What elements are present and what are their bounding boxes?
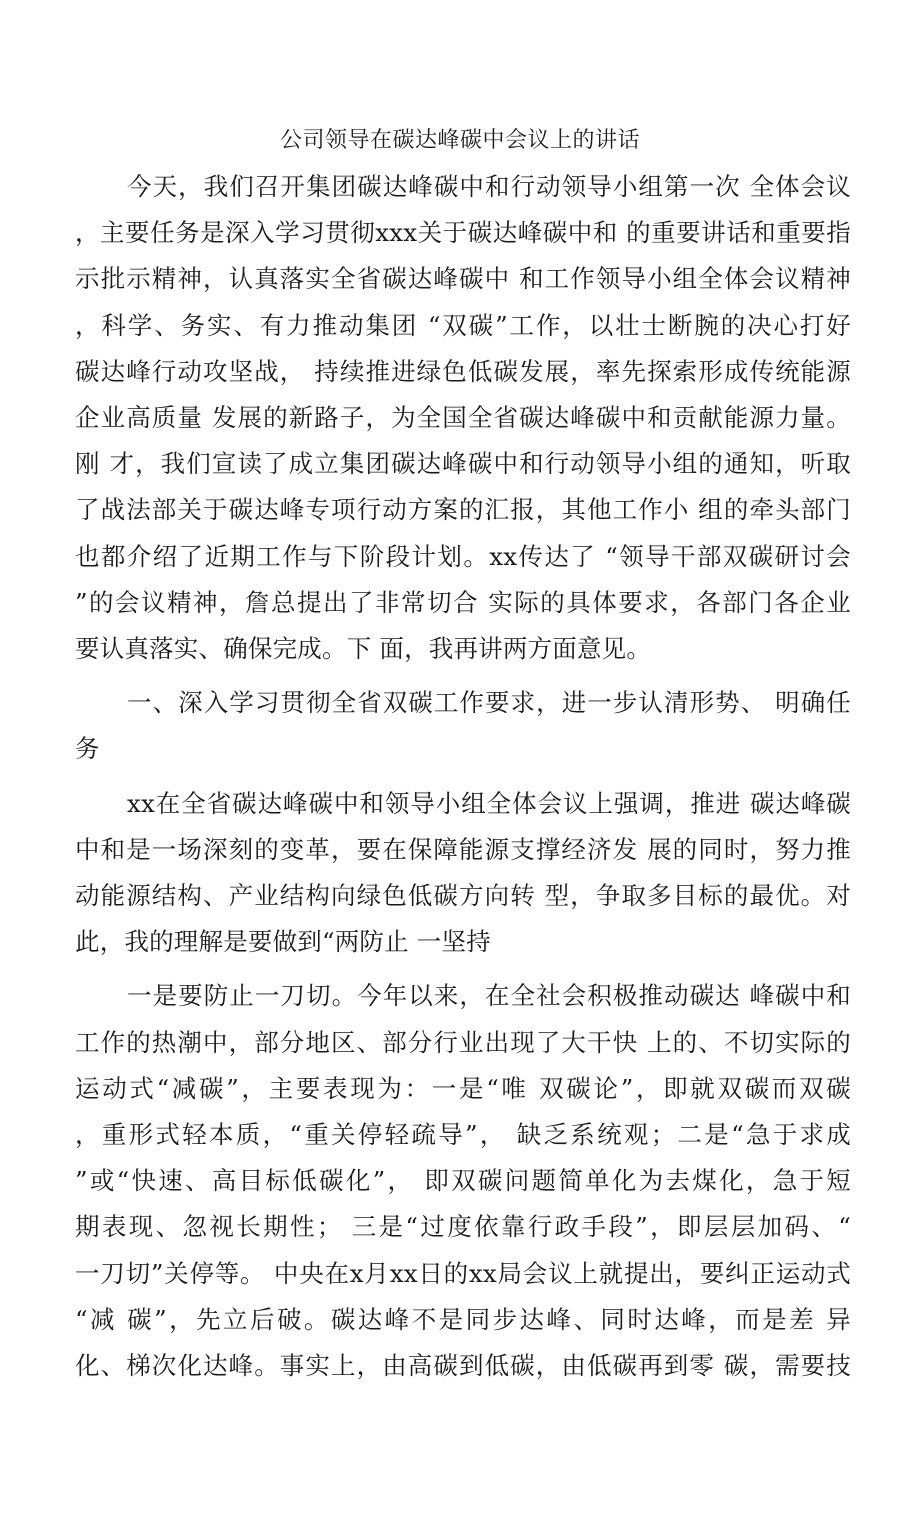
text-line: 期表现、忽视长期性； 三是“过度依靠行政手段”，即层层加码、“ [75, 1212, 851, 1242]
text-line: 了战法部关于碳达峰专项行动方案的汇报，其他工作小 组的牵头部门 [75, 495, 851, 525]
text-line: 一是要防止一刀切。今年以来，在全社会积极推动碳达 峰碳中和 [127, 981, 851, 1011]
text-line: 务 [75, 734, 100, 764]
text-line: 今天，我们召开集团碳达峰碳中和行动领导小组第一次 全体会议 [127, 172, 851, 201]
text-line: 运动式“减碳”，主要表现为：一是“唯 双碳论”，即就双碳而双碳 [75, 1073, 851, 1103]
text-line: 要认真落实、确保完成。下 面，我再讲两方面意见。 [75, 634, 652, 664]
text-line: 此，我的理解是要做到“两防止 一坚持 [75, 927, 491, 957]
paragraph-1 [75, 164, 851, 672]
document-title: 公司领导在碳达峰碳中会议上的讲话 [279, 128, 640, 153]
paragraph-3 [75, 973, 851, 1389]
text-line: ，科学、务实、有力推动集团 “双碳”工作，以壮士断腕的决心打好 [75, 310, 851, 340]
text-line: 中和是一场深刻的变革，要在保障能源支撑经济发 展的同时，努力推 [75, 834, 851, 864]
text-line: 也都介绍了近期工作与下阶段计划。xx传达了 “领导干部双碳研讨会 [75, 541, 851, 571]
text-line: 一刀切”关停等。 中央在x月xx日的xx局会议上就提出，要纠正运动式 [75, 1258, 851, 1288]
text-line: 企业高质量 发展的新路子，为全国全省碳达峰碳中和贡献能源力量。 [75, 403, 851, 433]
section-heading [75, 680, 851, 772]
text-line: xx在全省碳达峰碳中和领导小组全体会议上强调，推进 碳达峰碳 [127, 788, 851, 818]
text-line: 示批示精神，认真落实全省碳达峰碳中 和工作领导小组全体会议精神 [75, 264, 851, 294]
text-line: 动能源结构、产业结构向绿色低碳方向转 型，争取多目标的最优。对 [75, 881, 851, 911]
text-line: ”或“快速、高目标低碳化”， 即双碳问题简单化为去煤化，急于短 [75, 1166, 851, 1196]
document-body [75, 164, 851, 1389]
text-line: ，重形式轻本质，“重关停轻疏导”， 缺乏系统观；二是“急于求成 [75, 1120, 851, 1150]
text-line: 碳达峰行动攻坚战， 持续推进绿色低碳发展，率先探索形成传统能源 [75, 356, 851, 386]
text-line: 一、深入学习贯彻全省双碳工作要求，进一步认清形势、 明确任 [127, 688, 851, 718]
text-line: 化、梯次化达峰。事实上，由高碳到低碳，由低碳再到零 碳，需要技 [75, 1351, 851, 1381]
text-line: 工作的热潮中，部分地区、部分行业出现了大干快 上的、不切实际的 [75, 1027, 851, 1057]
text-line: “减 碳”，先立后破。碳达峰不是同步达峰、同时达峰，而是差 异 [75, 1304, 851, 1334]
text-line: ，主要任务是深入学习贯彻xxx关于碳达峰碳中和 的重要讲话和重要指 [75, 218, 851, 248]
text-line: 刚 才，我们宣读了成立集团碳达峰碳中和行动领导小组的通知，听取 [75, 449, 851, 479]
paragraph-2 [75, 781, 851, 966]
text-line: ”的会议精神，詹总提出了非常切合 实际的具体要求，各部门各企业 [75, 587, 851, 617]
